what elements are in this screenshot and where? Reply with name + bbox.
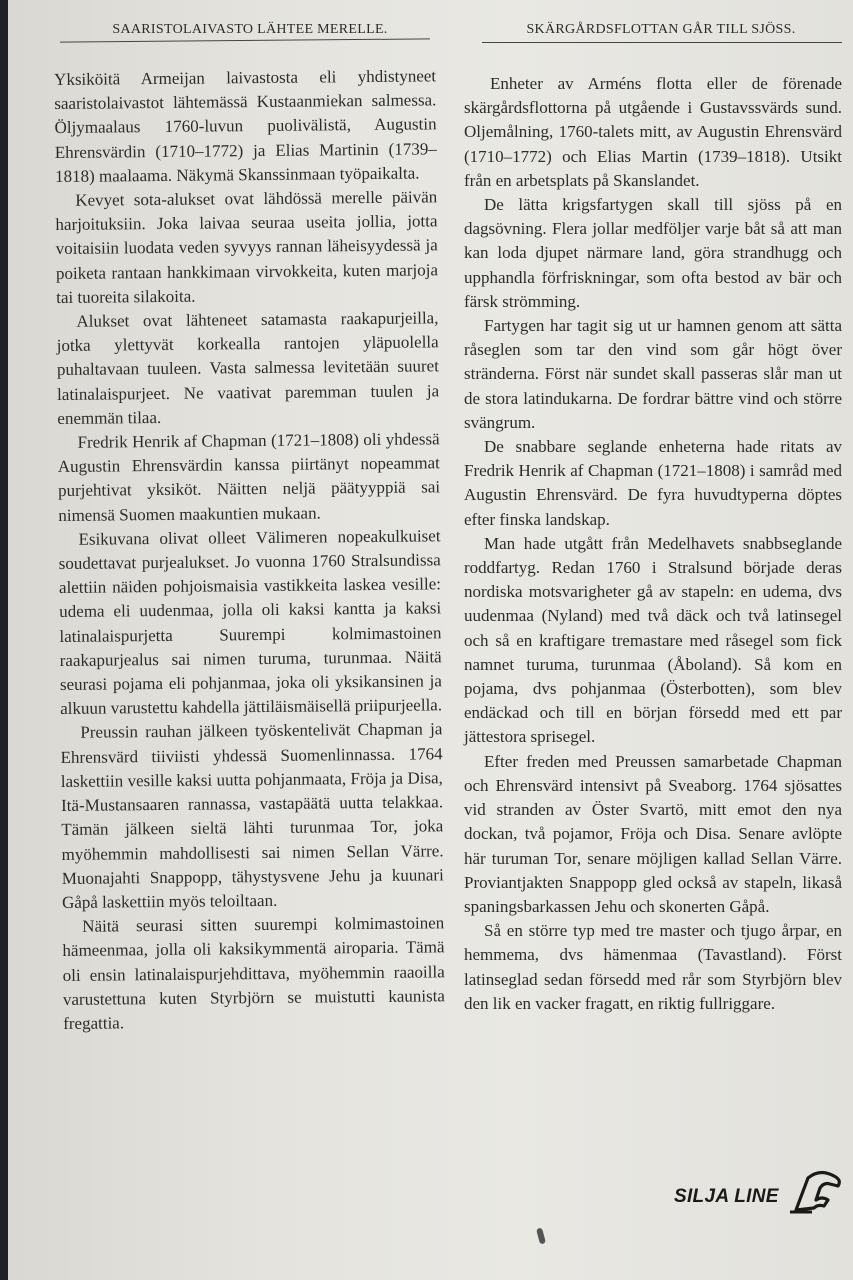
paragraph: Enheter av Arméns flotta eller de förenade skärgårdsflottorna på utgående i Gustavssvärds sund. Oljemålning, 1760-talets mitt, av Augustin Ehrensvärd (1710–1772) och Elias Martin (1739–1818). Utsikt från en arbetsplats på Skanslandet. (464, 74, 842, 190)
finnish-text-column (54, 64, 445, 1036)
silja-line-logo (674, 1170, 853, 1220)
paragraph: Fredrik Henrik af Chapman (1721–1808) oli yhdessä Augustin Ehrensvärdin kanssa piirtänyt nopeammat purjehtivat yksiköt. Näitten neljä päätyyppiä sai nimensä Suomen maakuntien mukaan. (57, 429, 441, 525)
page-mark (536, 1227, 546, 1244)
paragraph: De lätta krigsfartygen skall till sjöss på en dagsövning. Flera jollar medföljer varje båt så att man kan loda djupet närmare land, göra strandhugg och upphandla förfriskningar, som ofta bestod av bär och färsk strömming. (464, 195, 842, 311)
paragraph: Fartygen har tagit sig ut ur hamnen genom att sätta råseglen som tar den vind som går högt över stränderna. Först när sundet skall passeras slår man ut de stora latindukarna. De fordrar bättre vind och större svängrum. (464, 316, 842, 432)
header-swedish: SKÄRGÅRDSFLOTTAN GÅR TILL SJÖSS. (526, 22, 796, 37)
header-rule-left (60, 38, 430, 42)
header-rule-right (482, 42, 842, 43)
book-page (8, 0, 853, 1280)
paragraph: Efter freden med Preussen samarbetade Chapman och Ehrensvärd intensivt på Sveaborg. 1764 sjösattes vid stranden av Öster Svartö, mitt emot den nya dockan, två pojamor, Fröja och Disa. Senare avlöpte här turuman Tor, senare möjligen kallad Sellan Värre. Proviantjakten Snappopp gled också av stapeln, likaså spaningsbarkassen Jehu och skonerten Gåpå. (464, 751, 842, 916)
paragraph: Så en större typ med tre master och tjugo årpar, en hemmema, dvs hämenmaa (Tavastland). Först latinseglad sedan försedd med rår som Styrbjörn blev den lik en vacker fragatt, en riktig fullriggare. (464, 921, 842, 1013)
paragraph: De snabbare seglande enheterna hade ritats av Fredrik Henrik af Chapman (1721–1808) i samråd med Augustin Ehrensvärd. De fyra huvudtyperna döptes efter finska landskap. (464, 437, 842, 529)
seal-icon (790, 1170, 848, 1216)
header-finnish: SAARISTOLAIVASTO LÄHTEE MERELLE. (112, 22, 388, 37)
paragraph: Yksiköitä Armeijan laivastosta eli yhdistyneet saaristolaivastot lähtemässä Kustaanmiekan salmessa. Öljymaalaus 1760-luvun puolivälistä, Augustin Ehrensvärdin (1710–1772) ja Elias Martinin (1739–1818) maalaama. Näkymä Skanssinmaan työpaikalta. (54, 66, 437, 186)
paragraph: Kevyet sota-alukset ovat lähdössä merelle päivän harjoituksiin. Joka laivaa seuraa useita jollia, jotta voitaisiin luodata veden syvyys rannan läheisyydessä ja poiketa rantaan hankkimaan virvokkeita, kuten marjoja tai tuoreita silakoita. (55, 187, 439, 307)
swedish-text-column (464, 72, 842, 1016)
paragraph: Näitä seurasi sitten suurempi kolmimastoinen hämeenmaa, jolla oli kaksikymmentä airoparia. Tämä oli ensin latinalaispurjehdittava, myöhemmin raaoilla varustettuna kuten Styrbjörn se muistutti kaunista fregattia. (62, 913, 446, 1033)
paragraph: Alukset ovat lähteneet satamasta raakapurjeilla, jotka ylettyvät korkealla rantojen yläpuolella puhaltavaan tuuleen. Vasta salmessa levitetään suuret latinalaispurjeet. Ne vaativat paremman tuulen ja enemmän tilaa. (56, 308, 440, 428)
paragraph: Man hade utgått från Medelhavets snabbseglande roddfartyg. Redan 1760 i Stralsund började deras nordiska motsvarigheter gå av stapeln: en udema, dvs uudenmaa (Nyland) med två däck och två latinsegel och så en kraftigare tremastare med råsegel som fick namnet turuma, turunmaa (Åboland). Så kom en pojama, dvs pohjanmaa (Österbotten), som blev endäckad och till en början försedd med ett par jättestora sprisegel. (464, 533, 842, 747)
logo-text: SILJA LINE (674, 1186, 779, 1207)
paragraph: Esikuvana olivat olleet Välimeren nopeakulkuiset soudettavat purjealukset. Jo vuonna 1760 Stralsundissa alettiin näiden pohjoismaisia vastikkeita laskea vesille: udema eli uudenmaa, jolla oli kaksi kantta ja kaksi latinalaispurjetta Suurempi kolmimastoinen raakapurjealus sai nimen turuma, turunmaa. Näitä seurasi pojama eli pohjanmaa, joka oli yksikansinen ja alkuun varustettu kahdella jättiläismäisellä priipurjeella. (58, 526, 443, 719)
paragraph: Preussin rauhan jälkeen työskentelivät Chapman ja Ehrensvärd tiiviisti yhdessä Suomenlinnassa. 1764 laskettiin vesille kaksi uutta pohjanmaata, Fröja ja Disa, Itä-Mustansaaren rannassa, vastapäätä uutta telakkaa. Tämän jälkeen sieltä lähti turunmaa Tor, joka myöhemmin mahdollisesti sai nimen Sellan Värre. Muonajahti Snappopp, tähystysvene Jehu ja kuunari Gåpå laskettiin myös teloiltaan. (60, 719, 444, 912)
